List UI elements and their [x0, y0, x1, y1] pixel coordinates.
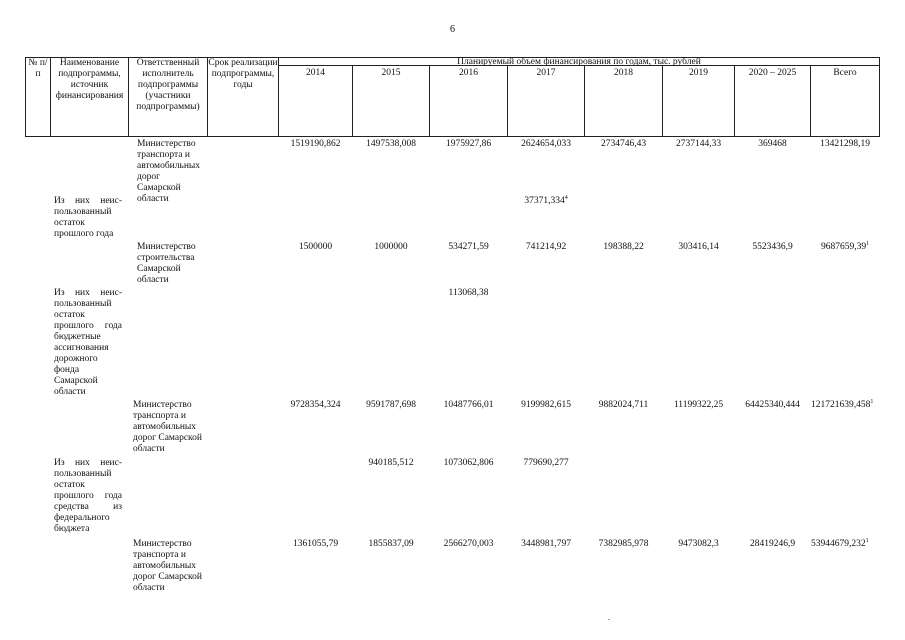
value-cell: 113068,38	[448, 288, 489, 298]
value-cell: 1855837,09	[368, 539, 414, 549]
value-cell: 53944679,232$^1$	[811, 537, 869, 549]
value-cell: 1361055,79	[292, 539, 339, 549]
header-year: 2015	[381, 68, 401, 78]
value-cell: 5523436,9	[752, 242, 793, 252]
executor-cell: Министерство транспорта и автомобильных дорог Самарской области	[133, 400, 203, 454]
value-cell: 2566270,003	[443, 539, 494, 549]
header-year: 2020 – 2025	[748, 68, 797, 78]
footer-mark: .	[608, 613, 610, 622]
value-cell: 64425340,444	[745, 400, 800, 410]
value-cell: 9473082,3	[678, 539, 719, 549]
header-year: 2017	[536, 68, 556, 78]
value-cell: 1000000	[374, 242, 408, 252]
source-cell: Из них неис-пользованный остаток прошлого года бюджетные ассигнования дорожного фонда Самарской области	[54, 288, 122, 397]
value-cell: 2737144,33	[675, 139, 722, 149]
executor-cell: Министерство транспорта и автомобильных дорог Самарской области	[133, 539, 203, 593]
header-funding: Планируемый объем финансирования по годам, тыс. рублей	[457, 57, 701, 67]
footnote-marker: 1	[870, 398, 874, 405]
value-cell: 121721639,458$^1$	[811, 398, 874, 410]
value-cell: 9199982,615	[521, 400, 571, 410]
header-num: № п/п	[28, 58, 48, 79]
value-cell: 13421298,19	[820, 139, 870, 149]
value-cell: 10487766,01	[443, 400, 494, 410]
value-cell: 1975927,86	[445, 139, 492, 149]
source-cell: Из них неис-пользованный остаток прошлого года	[54, 196, 122, 239]
executor-cell: Министерство транспорта и автомобильных дорог Самарской области	[137, 139, 201, 204]
header-year: 2019	[689, 68, 708, 78]
header-term: Срок реализации подпрограммы, годы	[208, 58, 278, 90]
page-number: 6	[450, 24, 455, 35]
footnote-marker: 1	[865, 537, 869, 544]
header-year: 2016	[459, 68, 478, 78]
value-cell: 7382985,978	[598, 539, 649, 549]
value-cell: 303416,14	[678, 242, 719, 252]
value-cell: 1519190,862	[290, 139, 341, 149]
value-cell: 198388,22	[603, 242, 644, 252]
value-cell: 11199322,25	[673, 400, 724, 410]
header-executor: Ответственный исполнитель подпрограммы (участники подпрограммы)	[136, 58, 200, 112]
header-year: Всего	[833, 68, 857, 78]
value-cell: 3448981,797	[521, 539, 571, 549]
header-year: 2018	[614, 68, 633, 78]
executor-cell: Министерство строительства Самарской области	[137, 242, 196, 285]
footnote-marker: 1	[866, 240, 870, 247]
source-cell: Из них неис-пользованный остаток прошлого года средства из федерального бюджета	[54, 458, 122, 534]
value-cell: 369468	[758, 139, 787, 149]
header-name: Наименование подпрограммы, источник финансирования	[55, 58, 124, 101]
value-cell: 28419246,9	[749, 539, 796, 549]
value-cell: 9728354,324	[290, 400, 341, 410]
value-cell: 1500000	[298, 242, 333, 252]
value-cell: 940185,512	[368, 458, 414, 468]
value-cell: 2734746,43	[600, 139, 647, 149]
value-cell: 9882024,711	[598, 400, 649, 410]
value-cell: 9687659,39$^1$	[820, 240, 870, 252]
header-year: 2014	[306, 68, 325, 78]
value-cell: 534271,59	[448, 242, 489, 252]
value-cell: 9591787,698	[366, 400, 416, 410]
value-cell: 1497538,008	[366, 139, 416, 149]
value-cell: 2624654,033	[521, 139, 571, 149]
value-cell: 741214,92	[525, 242, 567, 252]
footnote-marker: 4	[564, 194, 568, 201]
value-cell: 1073062,806	[443, 458, 494, 468]
value-cell: 779690,277	[523, 458, 569, 468]
value-cell: 37371,334$^4$	[524, 194, 568, 206]
